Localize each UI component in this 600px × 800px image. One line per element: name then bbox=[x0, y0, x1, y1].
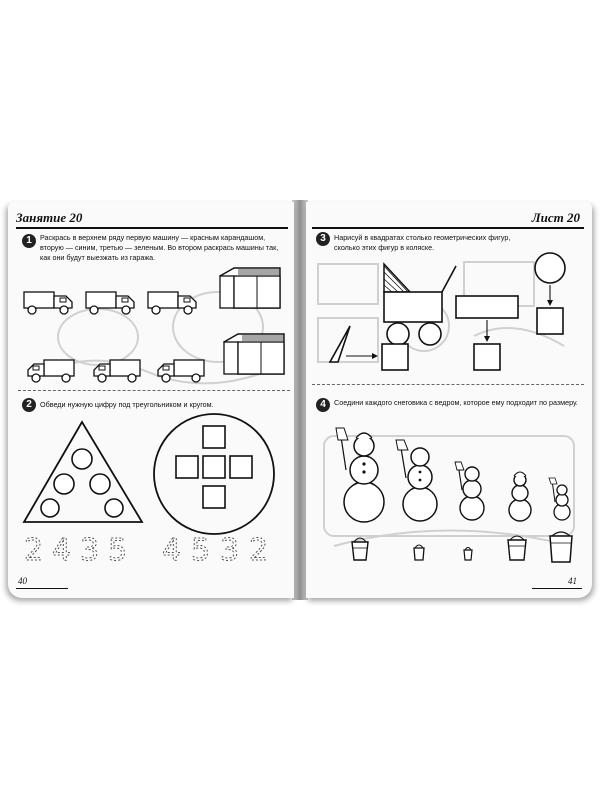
truck-row1-1[interactable] bbox=[22, 286, 76, 316]
pram-illustration bbox=[384, 264, 456, 345]
tracing-digit[interactable]: 3 bbox=[220, 533, 240, 568]
truck-row2-2[interactable] bbox=[90, 354, 144, 384]
snowman-medium[interactable] bbox=[455, 462, 484, 520]
snowmen-row bbox=[320, 424, 584, 524]
task-number-badge: 3 bbox=[316, 232, 330, 246]
left-page bbox=[8, 202, 294, 598]
header-rule bbox=[16, 227, 288, 229]
task-instruction: Раскрась в верхнем ряду первую машину — красным карандашом, вторую — синим, третью — зеленым. Во втором раскрась машины так, как они будут выезжать из гаража. bbox=[40, 233, 279, 262]
tracing-digit[interactable]: 5 bbox=[191, 533, 211, 568]
truck-row2-1[interactable] bbox=[24, 354, 78, 384]
tracing-digit[interactable]: 2 bbox=[249, 533, 269, 568]
bucket-smallest[interactable] bbox=[464, 548, 472, 561]
triangle-shape bbox=[24, 422, 142, 522]
page-number: 41 bbox=[568, 576, 577, 586]
truck-row1-2[interactable] bbox=[84, 286, 138, 316]
bucket-medium[interactable] bbox=[352, 538, 368, 560]
task-number-badge: 2 bbox=[22, 398, 36, 412]
truck-row1-3[interactable] bbox=[146, 286, 200, 316]
bucket-large[interactable] bbox=[508, 536, 526, 560]
snowman-small[interactable] bbox=[509, 472, 531, 521]
footer-rule bbox=[532, 588, 582, 589]
right-page bbox=[306, 202, 592, 598]
task-instruction: Соедини каждого снеговика с ведром, которое ему подходит по размеру. bbox=[334, 398, 578, 407]
footer-rule bbox=[16, 588, 68, 589]
tracing-digit[interactable]: 5 bbox=[108, 533, 128, 568]
garage-icon bbox=[214, 264, 284, 314]
sheet-title: Лист 20 bbox=[531, 210, 580, 225]
header-rule bbox=[312, 227, 584, 229]
circle-digit-row bbox=[160, 532, 288, 568]
buckets-row bbox=[320, 530, 584, 566]
section-divider bbox=[18, 390, 290, 391]
tracing-digit[interactable]: 4 bbox=[52, 533, 72, 568]
tracing-digit[interactable]: 4 bbox=[162, 533, 182, 568]
task-instruction: Обведи нужную цифру под треугольником и кругом. bbox=[40, 400, 214, 409]
tracing-digit[interactable]: 3 bbox=[80, 533, 100, 568]
task-number-badge: 1 bbox=[22, 234, 36, 248]
lesson-title: Занятие 20 bbox=[16, 210, 83, 225]
open-workbook bbox=[0, 190, 600, 605]
bucket-largest[interactable] bbox=[550, 532, 572, 562]
bucket-small[interactable] bbox=[414, 545, 424, 560]
truck-row2-3[interactable] bbox=[154, 354, 208, 384]
triangle-digit-row bbox=[22, 532, 146, 568]
snowman-largest[interactable] bbox=[336, 428, 384, 522]
task-number-badge: 4 bbox=[316, 398, 330, 412]
task-instruction: Нарисуй в квадратах столько геометрических фигур, сколько этих фигур в коляске. bbox=[334, 233, 511, 252]
shapes-figure bbox=[14, 414, 290, 524]
tracing-digit[interactable]: 2 bbox=[24, 533, 44, 568]
garage-icon bbox=[218, 330, 288, 380]
pram-shapes-figure bbox=[324, 252, 584, 372]
section-divider bbox=[312, 384, 584, 385]
circle-shape bbox=[154, 414, 274, 534]
snowman-smallest[interactable] bbox=[549, 478, 570, 520]
snowman-large[interactable] bbox=[396, 440, 437, 521]
page-number: 40 bbox=[18, 576, 27, 586]
